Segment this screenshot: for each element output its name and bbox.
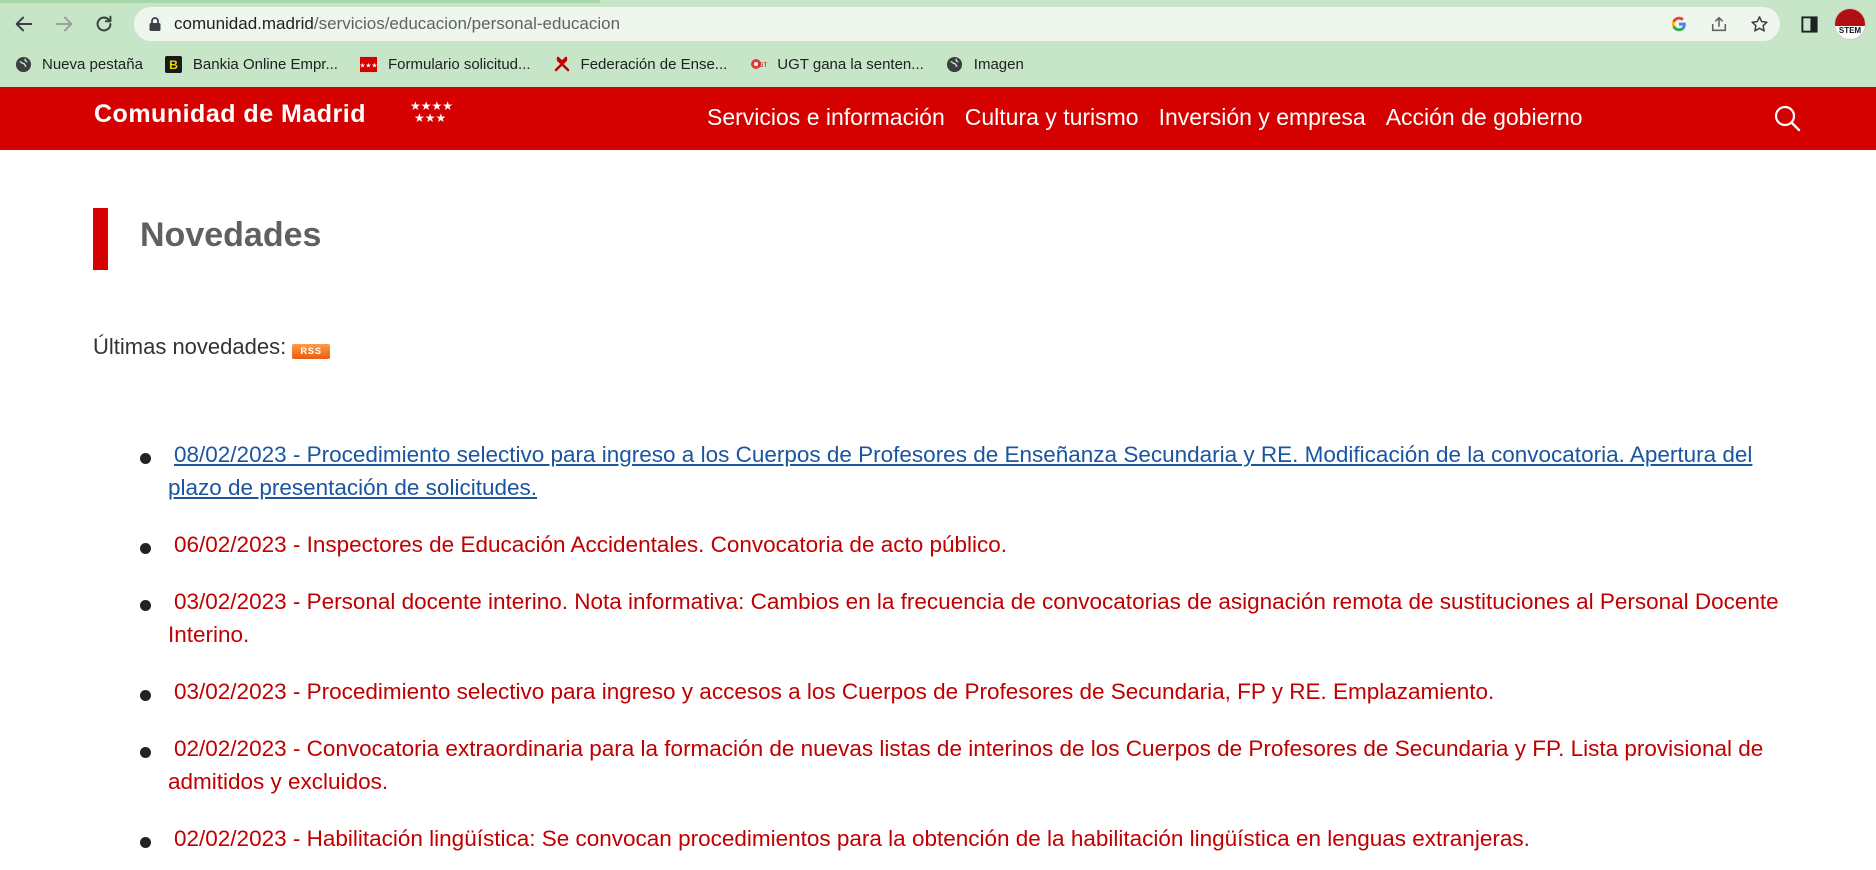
bookmarks-bar (14, 52, 1046, 76)
svg-text:GT: GT (759, 63, 768, 69)
title-accent-bar (93, 208, 108, 270)
madrid-flag-icon (360, 55, 378, 73)
nav-accion-gobierno[interactable]: Acción de gobierno (1385, 104, 1583, 130)
bullet (140, 600, 151, 611)
rss-icon[interactable]: RSS (292, 344, 330, 359)
page-title: Novedades (140, 216, 322, 254)
latest-news-label (93, 334, 330, 360)
bullet (140, 747, 151, 758)
latest-news-text: Últimas novedades: (93, 334, 287, 359)
side-panel-icon (1800, 15, 1819, 34)
bullet (140, 453, 151, 464)
reload-button[interactable] (88, 8, 120, 40)
svg-text:★★★: ★★★ (360, 61, 378, 69)
news-link[interactable]: 03/02/2023 - Personal docente interino. Nota informativa: Cambios en la frecuencia de convocatorias de asignación remota de sustituciones al Personal Docente Interino. (168, 589, 1779, 647)
globe-icon (14, 55, 32, 73)
bookmark-item[interactable] (360, 55, 531, 73)
bookmark-item[interactable] (165, 55, 338, 73)
news-item[interactable] (140, 675, 1790, 708)
site-header (0, 87, 1876, 150)
address-bar[interactable] (134, 7, 1780, 41)
hammer-icon (553, 55, 571, 73)
news-list (140, 438, 1790, 870)
news-link[interactable]: 03/02/2023 - Procedimiento selectivo para ingreso y accesos a los Cuerpos de Profesores de Secundaria, FP y RE. Emplazamiento. (174, 679, 1495, 704)
news-item[interactable] (140, 585, 1790, 651)
nav-inversion[interactable]: Inversión y empresa (1158, 104, 1366, 130)
url-path: /servicios/educacion/personal-educacion (313, 14, 621, 33)
search-icon[interactable] (1772, 103, 1802, 133)
bookmark-label: Imagen (973, 55, 1024, 73)
profile-avatar-label: STEM (1838, 26, 1862, 35)
bookmark-label: Formulario solicitud... (387, 55, 531, 73)
bookmark-item[interactable] (749, 55, 923, 73)
share-icon (1710, 15, 1728, 33)
forward-button[interactable] (48, 8, 80, 40)
share-button[interactable] (1708, 13, 1730, 35)
forward-arrow-icon (53, 13, 75, 35)
bullet (140, 690, 151, 701)
lock-icon (148, 16, 162, 32)
bookmark-label: Federación de Ense... (580, 55, 728, 73)
google-icon (1670, 15, 1688, 33)
star-icon (1750, 15, 1769, 34)
news-link[interactable]: 02/02/2023 - Habilitación lingüística: Se convocan procedimientos para la obtención de la habilitación lingüística en lenguas extranjeras. (174, 826, 1530, 851)
profile-avatar[interactable] (1834, 8, 1866, 40)
bookmark-item[interactable] (946, 55, 1024, 73)
url-host: comunidad.madrid (174, 14, 314, 33)
stars-icon (410, 99, 458, 125)
side-panel-button[interactable] (1795, 10, 1823, 38)
svg-text:B: B (169, 57, 179, 72)
bullet (140, 837, 151, 848)
ugt-icon (749, 55, 767, 73)
google-lens-button[interactable] (1668, 13, 1690, 35)
active-tab-indicator (0, 0, 600, 3)
main-navigation (707, 104, 1603, 131)
profile-avatar-flag (1835, 9, 1865, 26)
bookmark-label: Bankia Online Empr... (192, 55, 338, 73)
news-link[interactable]: 08/02/2023 - Procedimiento selectivo para ingreso a los Cuerpos de Profesores de Enseñanza Secundaria y RE. Modificación de la convocatoria. Apertura del plazo de presentación de solicitudes. (168, 442, 1753, 500)
browser-chrome (0, 0, 1876, 87)
bankia-icon (165, 55, 183, 73)
news-link[interactable]: 02/02/2023 - Convocatoria extraordinaria para la formación de nuevas listas de interinos de los Cuerpos de Profesores de Secundaria y FP. Lista provisional de admitidos y excluidos. (168, 736, 1764, 794)
reload-icon (93, 13, 115, 35)
nav-cultura[interactable]: Cultura y turismo (964, 104, 1139, 130)
news-link[interactable]: 06/02/2023 - Inspectores de Educación Accidentales. Convocatoria de acto público. (174, 532, 1008, 557)
nav-servicios[interactable]: Servicios e información (707, 104, 945, 130)
bookmark-label: Nueva pestaña (42, 55, 143, 73)
news-item[interactable] (140, 438, 1790, 504)
bookmark-label: UGT gana la senten... (777, 55, 924, 73)
news-item[interactable] (140, 732, 1790, 798)
url-text[interactable] (174, 14, 620, 34)
bookmark-item[interactable] (553, 55, 728, 73)
svg-text:★★★: ★★★ (414, 111, 447, 125)
bookmark-item[interactable] (14, 55, 143, 73)
bullet (140, 543, 151, 554)
back-arrow-icon (13, 13, 35, 35)
bookmark-star-button[interactable] (1748, 13, 1770, 35)
globe-icon (946, 55, 964, 73)
back-button[interactable] (8, 8, 40, 40)
news-item[interactable] (140, 822, 1790, 855)
news-item[interactable] (140, 528, 1790, 561)
site-logo[interactable]: Comunidad de Madrid (94, 100, 366, 128)
svg-text:★★★★: ★★★★ (410, 99, 454, 113)
